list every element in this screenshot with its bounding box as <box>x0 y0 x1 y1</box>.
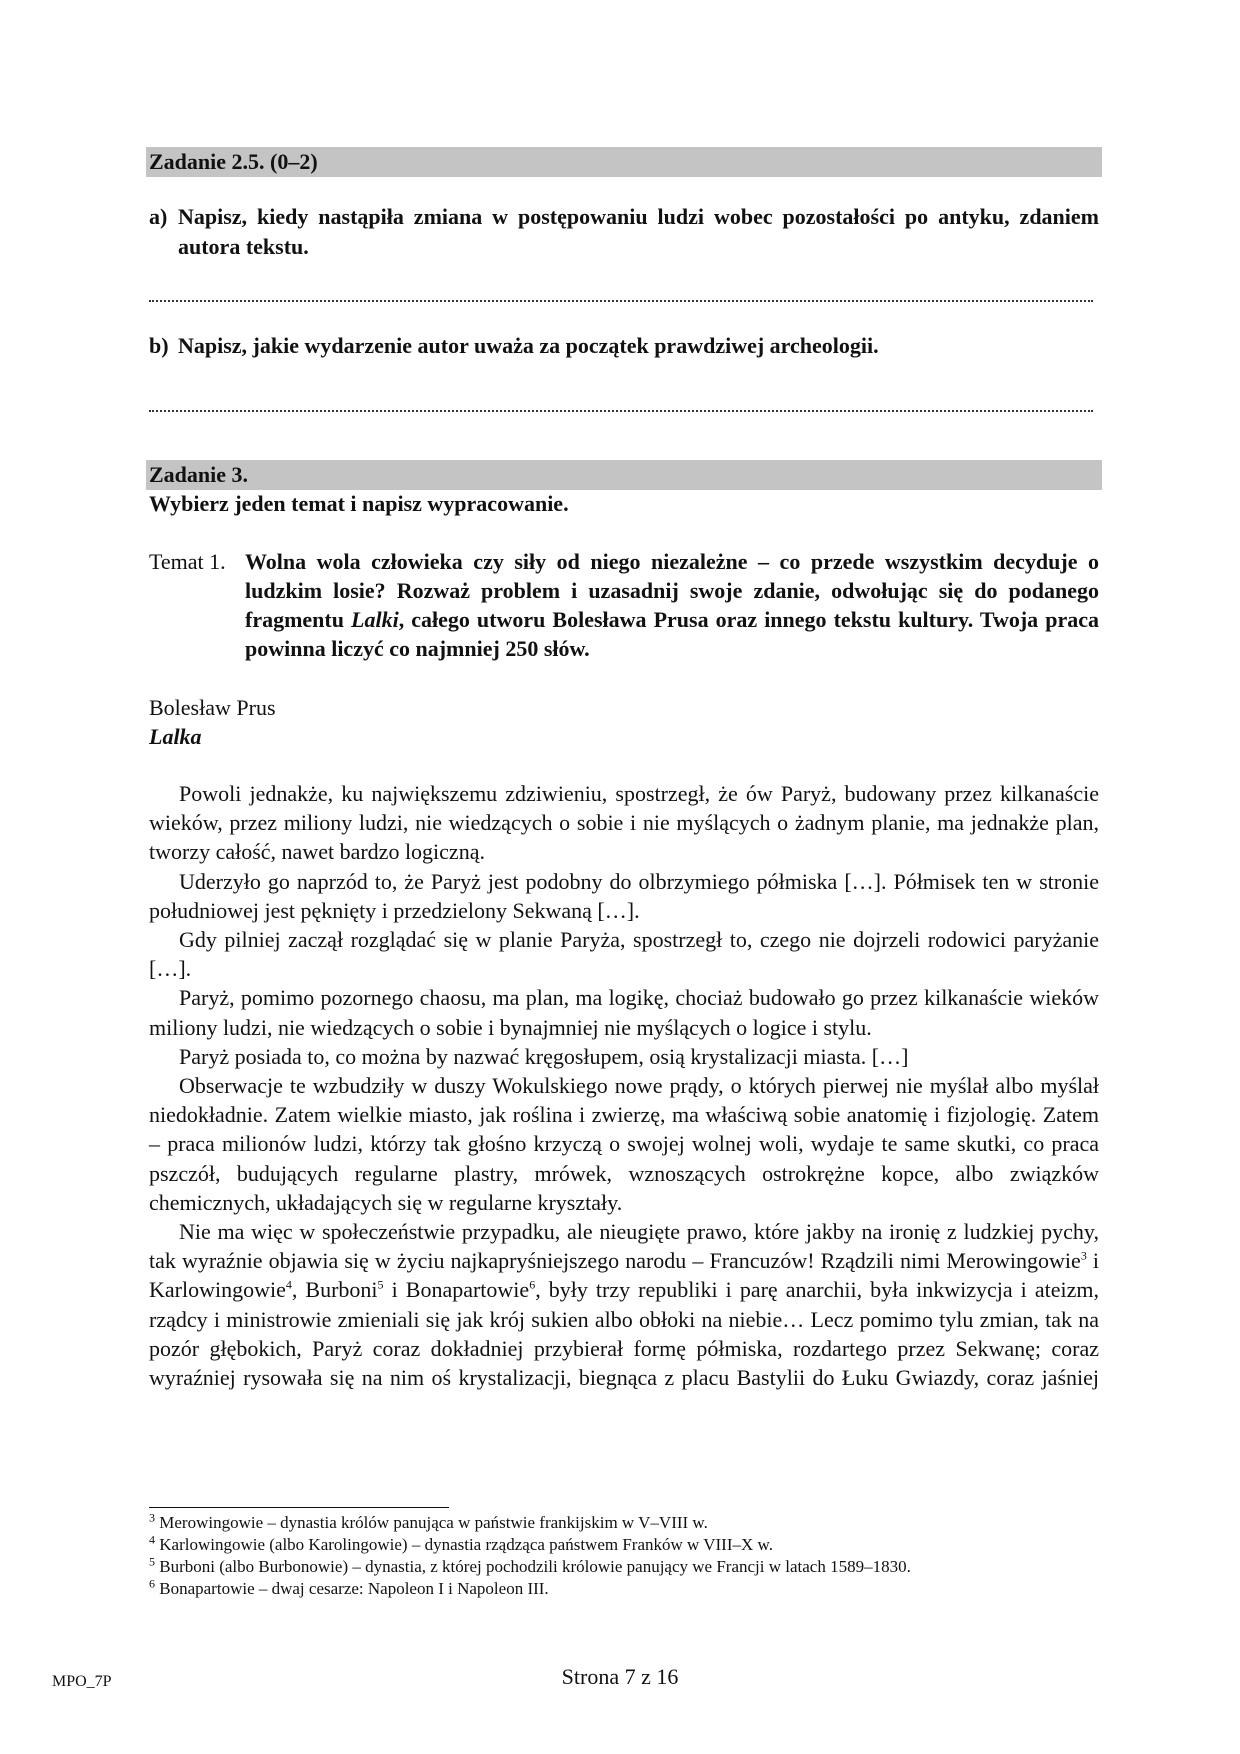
footnote-ref-6[interactable]: 6 <box>529 1278 536 1293</box>
excerpt-text: , Burboni <box>291 1277 378 1303</box>
topic-text <box>245 547 1099 663</box>
excerpt-text: i Karlowingowie <box>149 1248 1099 1303</box>
question-a-text: Napisz, kiedy nastąpiła zmiana w postępowaniu ludzi wobec pozostałości po antyku, zdaniem autora tekstu. <box>178 204 1099 259</box>
excerpt-text: i Bonapartowie <box>383 1277 530 1303</box>
question-a-label: a) <box>149 204 168 229</box>
footnote-number: 3 <box>149 1510 155 1525</box>
footnote-ref-5[interactable]: 5 <box>377 1278 384 1293</box>
footnote <box>149 1512 1099 1534</box>
topic-text-part1: Wolna wola człowieka czy siły od niego niezależne – co przede wszystkim decyduje o ludzkim losie? Rozważ problem i uzasadnij swoje zdanie, odwołując się do podanego fragmentu <box>245 549 1099 632</box>
answer-line-a[interactable] <box>149 292 1093 302</box>
footnote-ref-4[interactable]: 4 <box>285 1278 292 1293</box>
excerpt-paragraph <box>149 1217 1099 1392</box>
footnote-separator <box>149 1507 449 1508</box>
question-a <box>149 202 1099 259</box>
topic-1 <box>149 547 1099 663</box>
footnote <box>149 1556 1099 1578</box>
footnote <box>149 1534 1099 1556</box>
excerpt-paragraph: Obserwacje te wzbudziły w duszy Wokulskiego nowe prądy, o których pierwej nie myślał albo myślał niedokładnie. Zatem wielkie miasto, jak roślina i zwierzę, ma właściwą sobie anatomię i fizjologię. Zatem – praca milionów ludzi, którzy tak głośno krzyczą o swojej wolnej woli, wydaje te same skutki, co praca pszczół, budujących regularne plastry, mrówek, wznoszących ostrokrężne kopce, albo związków chemicznych, układających się w regularne kryształy. <box>149 1073 1099 1215</box>
question-b <box>149 331 1099 361</box>
task-3-instruction: Wybierz jeden temat i napisz wypracowanie. <box>149 491 569 516</box>
footnote <box>149 1578 1099 1600</box>
topic-text-title: Lalki <box>351 607 399 632</box>
task-2-5-heading: Zadanie 2.5. (0–2) <box>149 149 318 174</box>
footnote-ref-3[interactable]: 3 <box>1080 1248 1087 1263</box>
topic-text-part2: , całego utworu Bolesława Prusa oraz innego tekstu kultury. Twoja praca powinna liczyć co najmniej 250 słów. <box>245 607 1099 661</box>
excerpt-paragraph: Powoli jednakże, ku największemu zdziwieniu, spostrzegł, że ów Paryż, budowany przez kilkanaście wieków, przez miliony ludzi, nie wiedzących o sobie i nie myślących o żadnym planie, ma jednakże plan, tworzy całość, nawet bardzo logiczną. <box>149 781 1099 865</box>
source-title: Lalka <box>149 724 202 749</box>
excerpt-text: Nie ma więc w społeczeństwie przypadku, ale nieugięte prawo, które jakby na ironię z ludzkiej pychy, tak wyraźnie objawia się w życiu najkapryśniejszego narodu – Francuzów! Rządzili nimi Merowingowie <box>149 1219 1099 1274</box>
footnotes <box>149 1512 1099 1600</box>
excerpt-paragraph: Paryż posiada to, co można by nazwać kręgosłupem, osią krystalizacji miasta. […] <box>179 1043 909 1069</box>
page-number: Strona 7 z 16 <box>561 1664 679 1689</box>
source-author: Bolesław Prus <box>149 695 276 720</box>
task-3-heading-bar <box>146 460 1102 490</box>
footnote-text: Burboni (albo Burbonowie) – dynastia, z której pochodzili królowie panujący we Francji w latach 1589–1830. <box>155 1557 911 1576</box>
footnote-number: 5 <box>149 1554 155 1569</box>
question-b-label: b) <box>149 333 169 358</box>
footnote-text: Karlowingowie (albo Karolingowie) – dynastia rządząca państwem Franków w VIII–X w. <box>155 1535 773 1554</box>
excerpt-paragraph: Gdy pilniej zaczął rozglądać się w planie Paryża, spostrzegł to, czego nie dojrzeli rodowici paryżanie […]. <box>149 927 1099 982</box>
excerpt <box>149 779 1099 1392</box>
footnote-number: 6 <box>149 1576 155 1591</box>
question-b-text: Napisz, jakie wydarzenie autor uważa za początek prawdziwej archeologii. <box>178 333 879 358</box>
task-3-heading: Zadanie 3. <box>149 462 249 487</box>
topic-label: Temat 1. <box>149 549 226 574</box>
exam-code: MPO_7P <box>52 1673 112 1690</box>
footnote-text: Merowingowie – dynastia królów panująca w państwie frankijskim w V–VIII w. <box>155 1513 708 1532</box>
excerpt-text: , były trzy republiki i parę anarchii, była inkwizycja i ateizm, rządcy i ministrowie zmieniali się jak krój sukien albo obłoki na niebie… Lecz pomimo tylu zmian, tak na pozór głębokich, Paryż coraz dokładniej przybierał formę półmiska, rozdartego przez Sekwanę; coraz wyraźniej rysowała się na nim oś krystalizacji, biegnąca z placu Bastylii do Łuku Gwiazdy, coraz jaśniej <box>149 1277 1099 1391</box>
answer-line-b[interactable] <box>149 402 1093 412</box>
excerpt-paragraph: Uderzyło go naprzód to, że Paryż jest podobny do olbrzymiego półmiska […]. Półmisek ten w stronie południowej jest pęknięty i przedzielony Sekwaną […]. <box>149 868 1099 923</box>
excerpt-paragraph: Paryż, pomimo pozornego chaosu, ma plan, ma logikę, chociaż budowało go przez kilkanaście wieków miliony ludzi, nie wiedzących o sobie i bynajmniej nie myślących o logice i stylu. <box>149 985 1099 1040</box>
footnote-number: 4 <box>149 1532 155 1547</box>
footnote-text: Bonapartowie – dwaj cesarze: Napoleon I i Napoleon III. <box>155 1579 549 1598</box>
